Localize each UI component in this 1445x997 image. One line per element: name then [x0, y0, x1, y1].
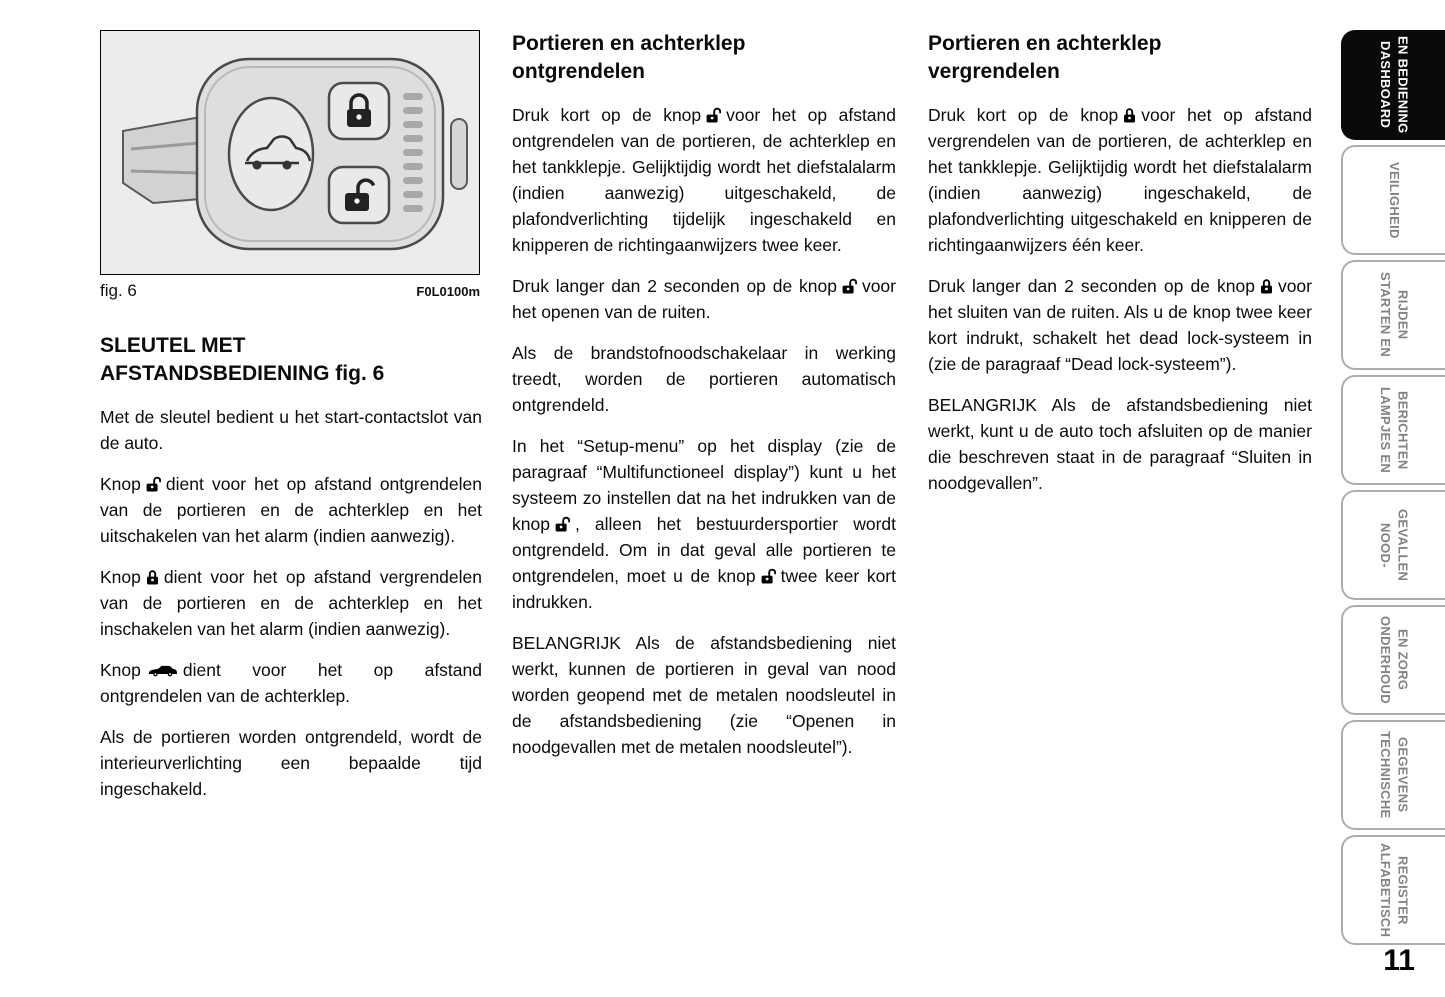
- unlock-icon: [842, 278, 857, 294]
- heading-line: Portieren en achterklep: [928, 32, 1162, 55]
- figure-label: fig. 6: [100, 281, 137, 300]
- paragraph: [100, 404, 482, 456]
- text-run: In het “Setup-menu” op het display (zie de paragraaf “Multifunctioneel display”) kunt u het systeem zo instellen dat na het indrukken van de knop: [512, 436, 896, 534]
- text-run: voor het sluiten van de ruiten. Als u de knop twee keer kort indrukt, schakelt het dead lock-systeem in (zie de paragraaf “Dead lock-systeem”).: [928, 276, 1312, 374]
- text-run: Druk kort op de knop: [928, 105, 1119, 125]
- tab-label: TECHNISCHE: [1378, 731, 1393, 819]
- sidebar-tab-technische-gegevens: [1341, 720, 1445, 830]
- sidebar-tab-onderhoud-en-zorg: [1341, 605, 1445, 715]
- paragraph-important: [928, 392, 1312, 496]
- tab-label: EN ZORG: [1395, 629, 1411, 691]
- unlock-icon: [706, 107, 721, 123]
- text-run: Knop: [100, 660, 141, 680]
- tab-label: NOOD-: [1378, 522, 1393, 568]
- sidebar-tab-starten-en-rijden: [1341, 260, 1445, 370]
- tab-label: BERICHTEN: [1395, 390, 1411, 470]
- tab-label: GEGEVENS: [1395, 737, 1411, 813]
- text-run: dient voor het op afstand ontgrendelen van de achterklep.: [100, 660, 482, 706]
- text-run: voor het openen van de ruiten.: [512, 276, 896, 322]
- text-run: voor het op afstand vergrendelen van de portieren, de achterklep en het tankklepje. Gelijktijdig wordt het diefstalalarm (indien aanwezig) ingeschakeld, de plafondverlichting uitgeschakeld en knipperen de richtingaanwijzers één keer.: [928, 105, 1313, 255]
- heading-line: Portieren en achterklep: [512, 32, 746, 55]
- tab-label: LAMPJES EN: [1378, 386, 1393, 474]
- text-run: Druk langer dan 2 seconden op de knop: [928, 276, 1255, 296]
- tab-label: EN BEDIENING: [1395, 36, 1411, 134]
- tab-label: STARTEN EN: [1378, 272, 1393, 358]
- paragraph: [512, 433, 896, 615]
- sidebar-tab-alfabetisch-register: [1341, 835, 1445, 945]
- paragraph: [100, 564, 482, 642]
- heading-line: AFSTANDSBEDIENING fig. 6: [100, 362, 385, 385]
- section-heading-lock: [928, 30, 1312, 86]
- tab-label: GEVALLEN: [1395, 508, 1411, 582]
- page-number: 11: [1383, 944, 1415, 977]
- paragraph: [512, 340, 896, 418]
- tab-label: ONDERHOUD: [1378, 616, 1393, 704]
- tab-label: ALFABETISCH: [1378, 842, 1393, 938]
- paragraph: [512, 102, 896, 258]
- text-run: BELANGRIJK Als de afstandsbediening niet werkt, kunnen de portieren in geval van nood worden geopend met de metalen noodsleutel in de afstandsbediening (zie “Openen in noodgevallen met de metalen noodsleutel”).: [512, 633, 896, 757]
- paragraph-important: [512, 630, 896, 760]
- text-run: Druk kort op de knop: [512, 105, 702, 125]
- sidebar-tab-veiligheid: [1341, 145, 1445, 255]
- sidebar-tab-noodgevallen: [1341, 490, 1445, 600]
- text-run: twee keer kort indrukken.: [512, 566, 896, 612]
- section-heading-key: [100, 332, 482, 388]
- tab-label: REGISTER: [1395, 855, 1411, 925]
- text-run: Knop: [100, 567, 141, 587]
- heading-line: vergrendelen: [928, 60, 1060, 83]
- text-run: Als de portieren worden ontgrendeld, wordt de interieurverlichting een bepaalde tijd ingeschakeld.: [100, 727, 482, 799]
- column-left: [100, 332, 482, 817]
- text-run: Druk langer dan 2 seconden op de knop: [512, 276, 837, 296]
- lock-icon: [1260, 278, 1273, 294]
- paragraph: [928, 273, 1312, 377]
- paragraph: [512, 273, 896, 325]
- heading-line: ontgrendelen: [512, 60, 646, 83]
- paragraph: [100, 657, 482, 709]
- lock-icon: [146, 569, 159, 585]
- text-run: Knop: [100, 474, 141, 494]
- key-fob-image: [101, 31, 479, 274]
- unlock-icon: [146, 476, 161, 492]
- figure-caption: [100, 281, 480, 301]
- column-right: [928, 30, 1312, 511]
- tab-label: RIJDEN: [1395, 290, 1411, 340]
- paragraph: [100, 471, 482, 549]
- column-middle: [512, 30, 896, 775]
- text-run: dient voor het op afstand ontgrendelen van de portieren en de achterklep en het uitschakelen van het alarm (indien aanwezig).: [100, 474, 482, 546]
- text-run: dient voor het op afstand vergrendelen van de portieren en de achterklep en het inschakelen van het alarm (indien aanwezig).: [100, 567, 482, 639]
- sidebar-tab-dashboard-en-bediening: [1341, 30, 1445, 140]
- figure-code: F0L0100m: [416, 284, 480, 299]
- unlock-icon: [761, 568, 776, 584]
- text-run: BELANGRIJK Als de afstandsbediening niet werkt, kunt u de auto toch afsluiten op de manier die beschreven staat in de paragraaf “Sluiten in noodgevallen”.: [928, 395, 1312, 493]
- unlock-icon: [555, 516, 570, 532]
- paragraph: [100, 724, 482, 802]
- text-run: Als de brandstofnoodschakelaar in werking treedt, worden de portieren automatisch ontgrendeld.: [512, 343, 896, 415]
- section-heading-unlock: [512, 30, 896, 86]
- lock-icon: [1123, 107, 1136, 123]
- text-run: voor het op afstand ontgrendelen van de portieren, de achterklep en het tankklepje. Gelijktijdig wordt het diefstalalarm (indien aanwezig) uitgeschakeld, de plafondverlichting tijdelijk ingeschakeld en knipperen de richtingaanwijzers twee keer.: [512, 105, 897, 255]
- text-run: Met de sleutel bedient u het start-contactslot van de auto.: [100, 407, 482, 453]
- text-run: , alleen het bestuurdersportier wordt ontgrendeld. Om in dat geval alle portieren te ontgrendelen, moet u de knop: [512, 514, 896, 586]
- heading-line: SLEUTEL MET: [100, 334, 246, 357]
- figure-box: [100, 30, 480, 275]
- paragraph: [928, 102, 1312, 258]
- tab-label: VEILIGHEID: [1386, 161, 1402, 239]
- tab-label: DASHBOARD: [1378, 41, 1393, 129]
- trunk-release-icon: [147, 664, 177, 677]
- sidebar-tab-lampjes-en-berichten: [1341, 375, 1445, 485]
